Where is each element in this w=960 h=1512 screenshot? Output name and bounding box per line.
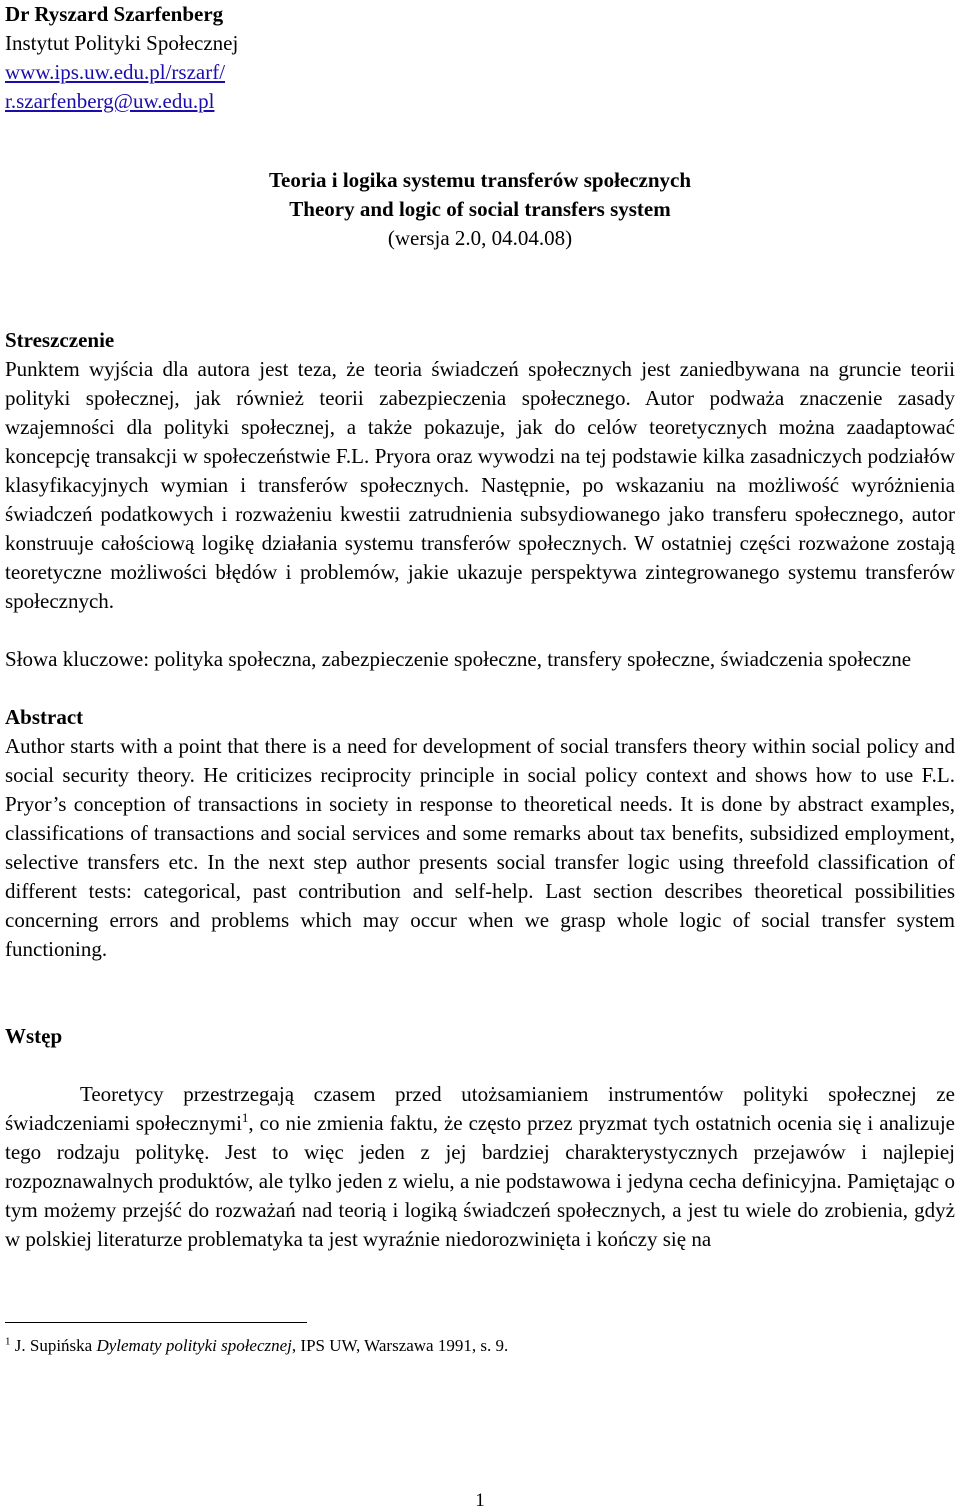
wstep-heading: Wstęp (5, 1024, 63, 1048)
wstep-text-after: , co nie zmienia faktu, że często przez pryzmat tych ostatnich ocenia się i analizuje tego rodzaju politykę. Jest to więc jeden z jej bardziej charakterystycznych przejawów i najlepiej rozpoznawalnych produktów, ale tylko jeden z wielu, a nie podstawowa i jedyna cecha definicyjna. Pamiętając o tym możemy przejść do rozważań nad teorią i logiką świadczeń społecznych, a jest tu wiele do zrobienia, gdyż w polskiej literaturze problematyka ta jest wyraźnie niedorozwinięta i kończy się na (5, 1111, 955, 1251)
wstep-section (5, 1022, 955, 1254)
title-english: Theory and logic of social transfers system (289, 197, 671, 221)
abstract-section (5, 703, 955, 964)
website-link[interactable]: www.ips.uw.edu.pl/rszarf/ (5, 60, 226, 84)
title-block (5, 166, 955, 253)
author-name: Dr Ryszard Szarfenberg (5, 2, 224, 26)
footnote-divider (5, 1322, 307, 1323)
wstep-text-before: Teoretycy przestrzegają czasem przed utożsamianiem instrumentów polityki społecznej ze świadczeniami społecznymi (5, 1082, 955, 1135)
streszczenie-text: Punktem wyjścia dla autora jest teza, że teoria świadczeń społecznych jest zaniedbywana na gruncie teorii polityki społecznej, jak również teorii zabezpieczenia społecznego. Autor podważa znaczenie zasady wzajemności dla polityki społecznej, a także pokazuje, jak do celów teoretycznych można zaadaptować koncepcję transakcji w społeczeństwie F.L. Pryora oraz wywodzi na tej podstawie kilka zasadniczych podziałów klasyfikacyjnych wymian i transferów społecznych. Następnie, po wskazaniu na możliwość wyróżnienia świadczeń podatkowych i rozważeniu kwestii zatrudnienia subsydiowanego jako transferu społecznego, autor konstruuje całościową logikę działania systemu transferów społecznych. W ostatniej części rozważone zostają teoretyczne możliwości błędów i problemów, jakie ukazuje perspektywa zintegrowanego systemu transferów społecznych. (5, 357, 955, 613)
streszczenie-heading: Streszczenie (5, 328, 115, 352)
abstract-text: Author starts with a point that there is a need for development of social transfers theory within social policy and social security theory. He criticizes reciprocity principle in social policy context and shows how to use F.L. Pryor’s conception of transactions in society in response to theoretical needs. It is done by abstract examples, classifications of transactions and social services and some remarks about tax benefits, subsidized employment, selective transfers etc. In the next step author presents social transfer logic using threefold classification of different tests: categorical, past contribution and self-help. Last section describes theoretical possibilities concerning errors and problems which may occur when we grasp whole logic of social transfer system functioning. (5, 734, 955, 961)
institute-name: Instytut Polityki Społecznej (5, 31, 239, 55)
title-polish: Teoria i logika systemu transferów społecznych (268, 168, 692, 192)
streszczenie-section (5, 326, 955, 616)
footnote-text-before: J. Supińska (10, 1336, 97, 1355)
author-block (5, 0, 955, 116)
footnote-number: 1 (5, 1335, 11, 1348)
footnote-text-after: , IPS UW, Warszawa 1991, s. 9. (291, 1336, 509, 1355)
keywords-text: Słowa kluczowe: polityka społeczna, zabezpieczenie społeczne, transfery społeczne, świadczenia społeczne (5, 647, 912, 671)
version-label: (wersja 2.0, 04.04.08) (387, 226, 573, 250)
wstep-paragraph (5, 1080, 955, 1254)
footnote (5, 1335, 955, 1357)
page-number: 1 (475, 1490, 485, 1511)
document-page (5, 0, 955, 1357)
abstract-heading: Abstract (5, 705, 84, 729)
footnote-reference[interactable]: 1 (241, 1110, 249, 1125)
footnote-italic-title: Dylematy polityki społecznej (96, 1336, 292, 1355)
email-link[interactable]: r.szarfenberg@uw.edu.pl (5, 89, 215, 113)
